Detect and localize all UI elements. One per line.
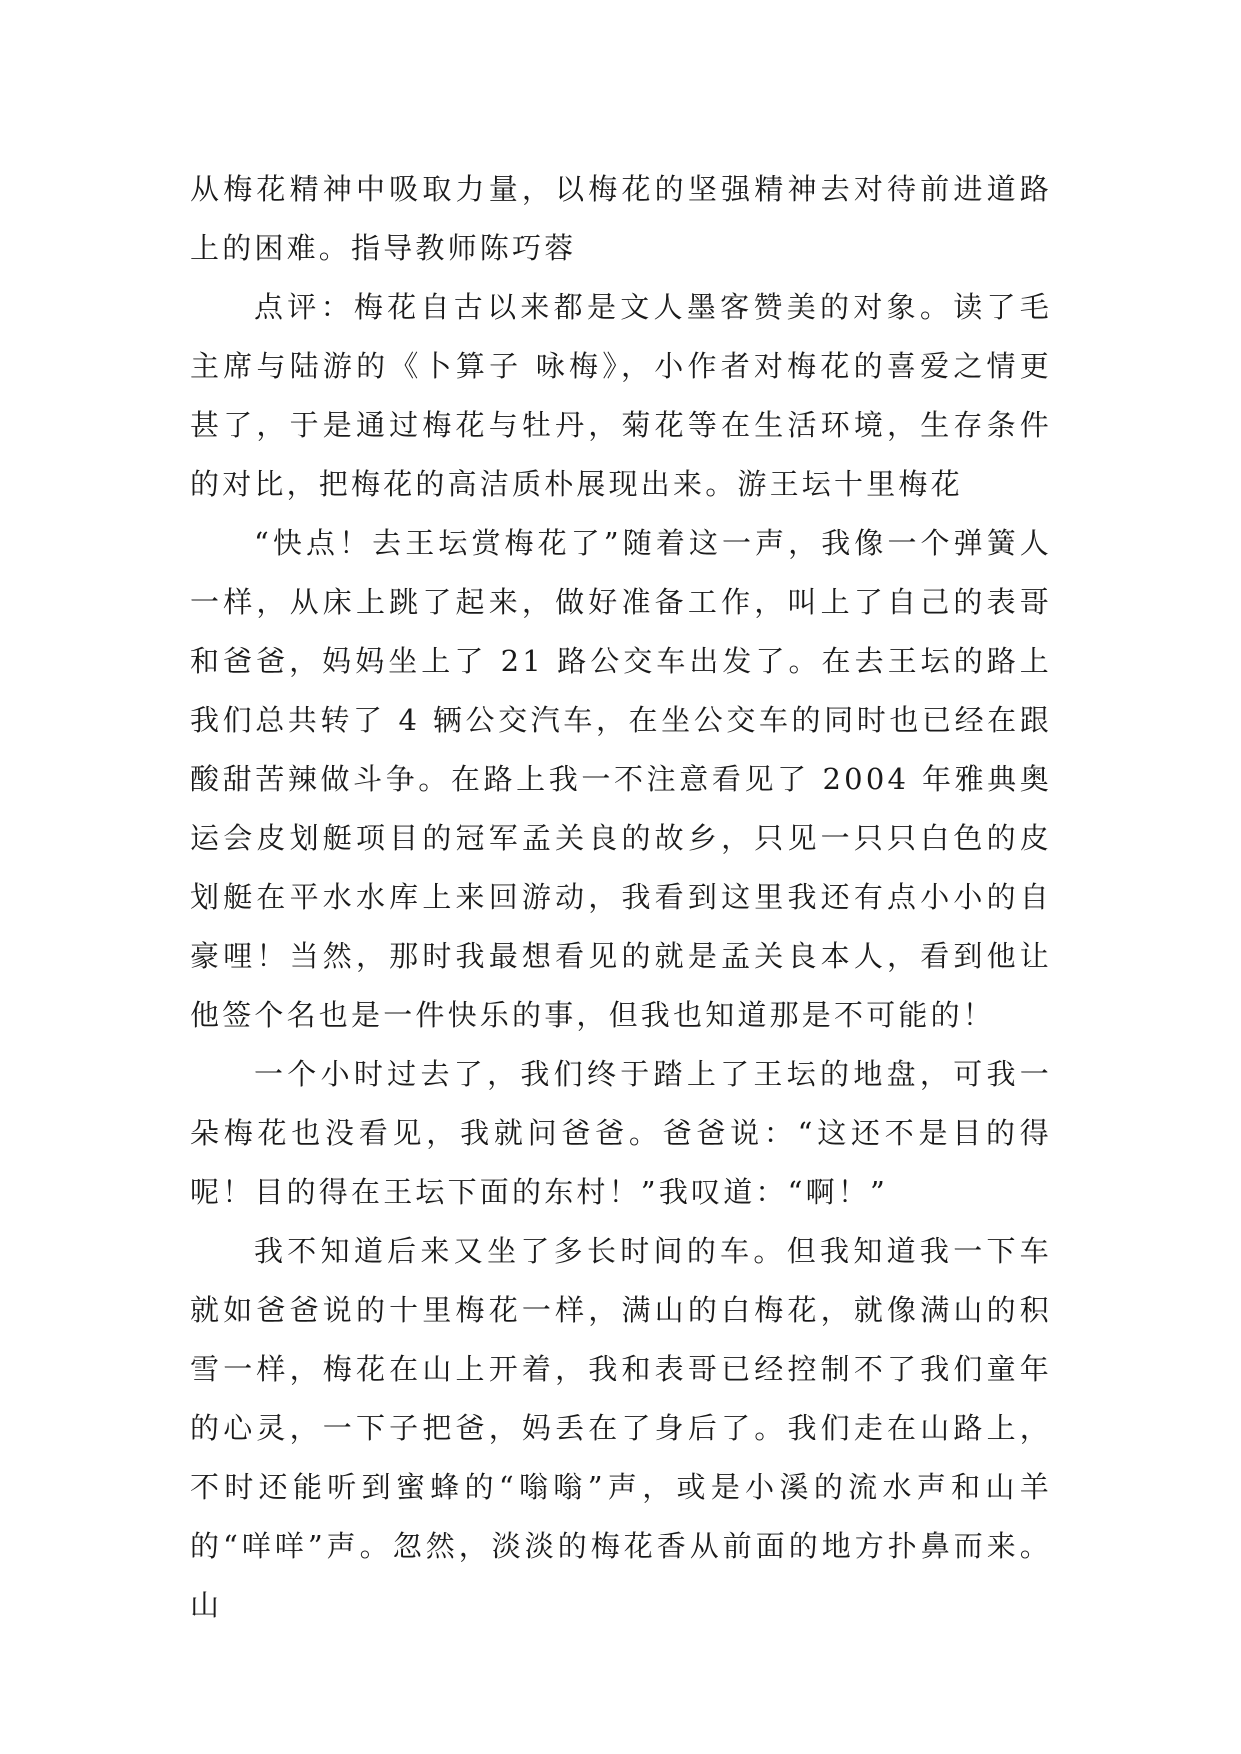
- paragraph-3: “快点！去王坛赏梅花了”随着这一声，我像一个弹簧人一样，从床上跳了起来，做好准备工作，叫上了自己的表哥和爸爸，妈妈坐上了 21 路公交车出发了。在去王坛的路上我们总共转了 4 辆公交汽车，在坐公交车的同时也已经在跟酸甜苦辣做斗争。在路上我一不注意看见了 2004 年雅典奥运会皮划艇项目的冠军孟关良的故乡，只见一只只白色的皮划艇在平水水库上来回游动，我看到这里我还有点小小的自豪哩！当然，那时我最想看见的就是孟关良本人，看到他让他签个名也是一件快乐的事，但我也知道那是不可能的！: [190, 526, 1052, 1032]
- paragraph-5: 我不知道后来又坐了多长时间的车。但我知道我一下车就如爸爸说的十里梅花一样，满山的白梅花，就像满山的积雪一样，梅花在山上开着，我和表哥已经控制不了我们童年的心灵，一下子把爸，妈丢在了身后了。我们走在山路上，不时还能听到蜜蜂的“嗡嗡”声，或是小溪的流水声和山羊的“咩咩”声。忽然，淡淡的梅花香从前面的地方扑鼻而来。山: [190, 1234, 1052, 1622]
- document-body: [190, 160, 1052, 1635]
- paragraph-1: 从梅花精神中吸取力量，以梅花的坚强精神去对待前进道路上的困难。指导教师陈巧蓉: [190, 172, 1052, 265]
- paragraph-2: 点评：梅花自古以来都是文人墨客赞美的对象。读了毛主席与陆游的《卜算子 咏梅》，小作者对梅花的喜爱之情更甚了，于是通过梅花与牡丹，菊花等在生活环境，生存条件的对比，把梅花的高洁质朴展现出来。游王坛十里梅花: [190, 290, 1052, 501]
- paragraph-4: 一个小时过去了，我们终于踏上了王坛的地盘，可我一朵梅花也没看见，我就问爸爸。爸爸说：“这还不是目的得呢！目的得在王坛下面的东村！”我叹道：“啊！”: [190, 1057, 1052, 1209]
